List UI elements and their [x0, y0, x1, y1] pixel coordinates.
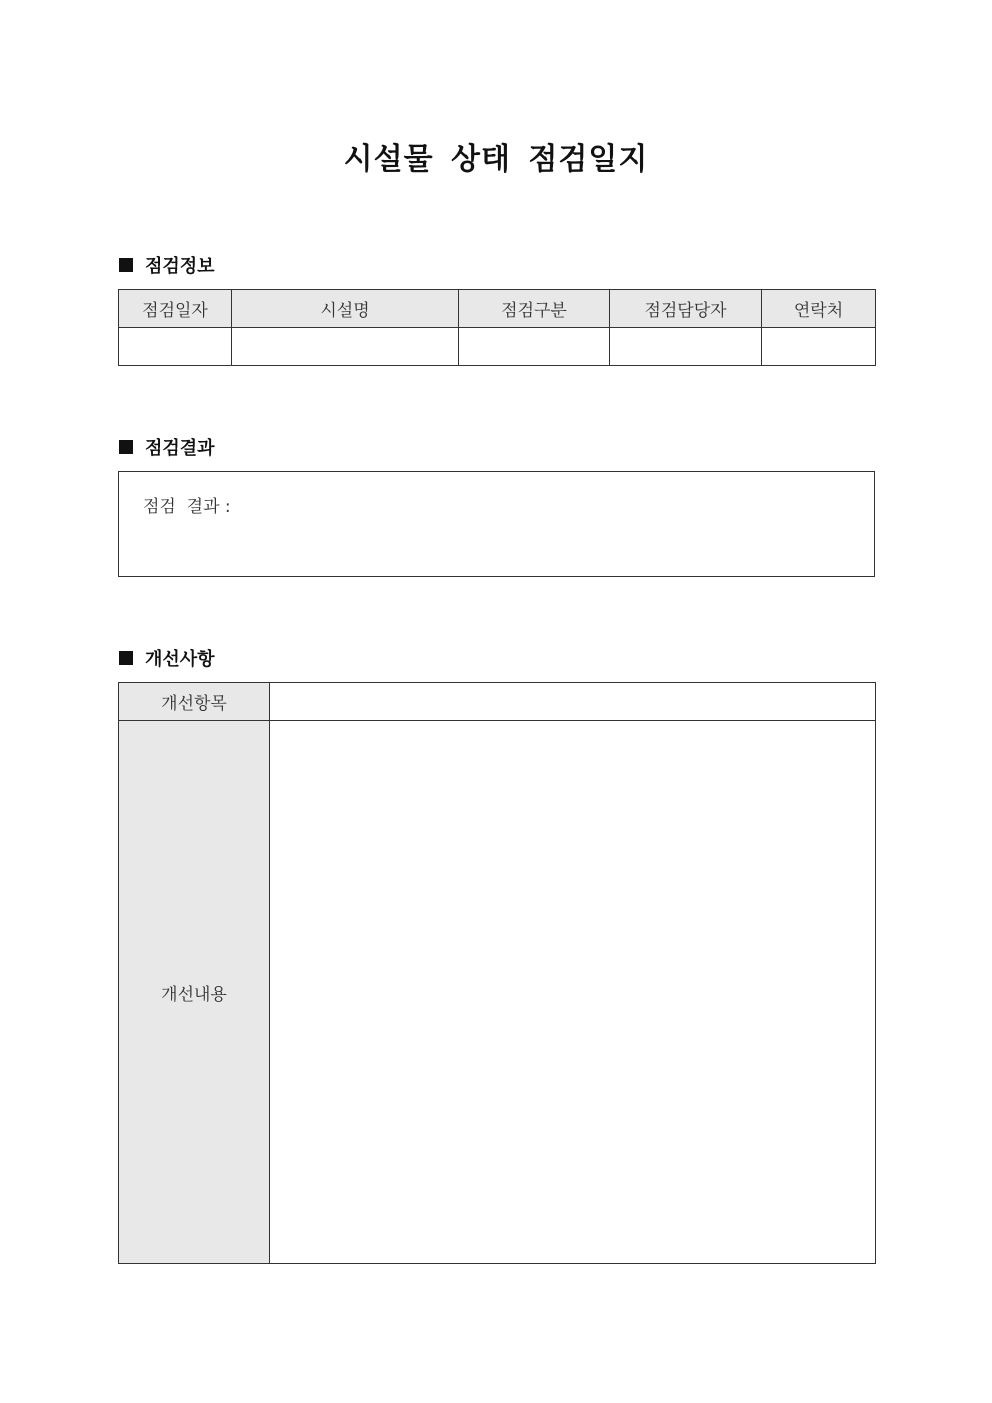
column-header-date: 점검일자	[119, 290, 232, 328]
section-title-result: 점검결과	[145, 438, 215, 459]
table-header-row	[119, 290, 876, 328]
type-cell[interactable]	[459, 328, 610, 366]
section-title-improvement: 개선사항	[145, 649, 215, 670]
square-bullet-icon	[119, 651, 133, 665]
section-heading-improvement	[119, 646, 215, 670]
contact-cell[interactable]	[762, 328, 876, 366]
inspection-info-table	[118, 289, 876, 366]
improvement-item-label: 개선항목	[119, 683, 270, 721]
inspector-cell[interactable]	[610, 328, 762, 366]
document-title: 시설물 상태 점검일지	[343, 142, 649, 177]
square-bullet-icon	[119, 258, 133, 272]
inspection-result-box[interactable]	[118, 471, 875, 577]
square-bullet-icon	[119, 440, 133, 454]
column-header-inspector: 점검담당자	[610, 290, 762, 328]
improvement-item-cell[interactable]	[270, 683, 876, 721]
result-label: 점검 결과 :	[143, 497, 231, 517]
improvement-table	[118, 682, 876, 1264]
date-cell[interactable]	[119, 328, 232, 366]
table-row	[119, 721, 876, 1264]
column-header-contact: 연락처	[762, 290, 876, 328]
column-header-type: 점검구분	[459, 290, 610, 328]
table-row	[119, 683, 876, 721]
improvement-content-label: 개선내용	[119, 721, 270, 1264]
table-row	[119, 328, 876, 366]
section-heading-info	[119, 253, 215, 277]
improvement-content-cell[interactable]	[270, 721, 876, 1264]
column-header-facility: 시설명	[232, 290, 459, 328]
section-heading-result	[119, 435, 215, 459]
facility-cell[interactable]	[232, 328, 459, 366]
section-title-info: 점검정보	[145, 256, 215, 277]
